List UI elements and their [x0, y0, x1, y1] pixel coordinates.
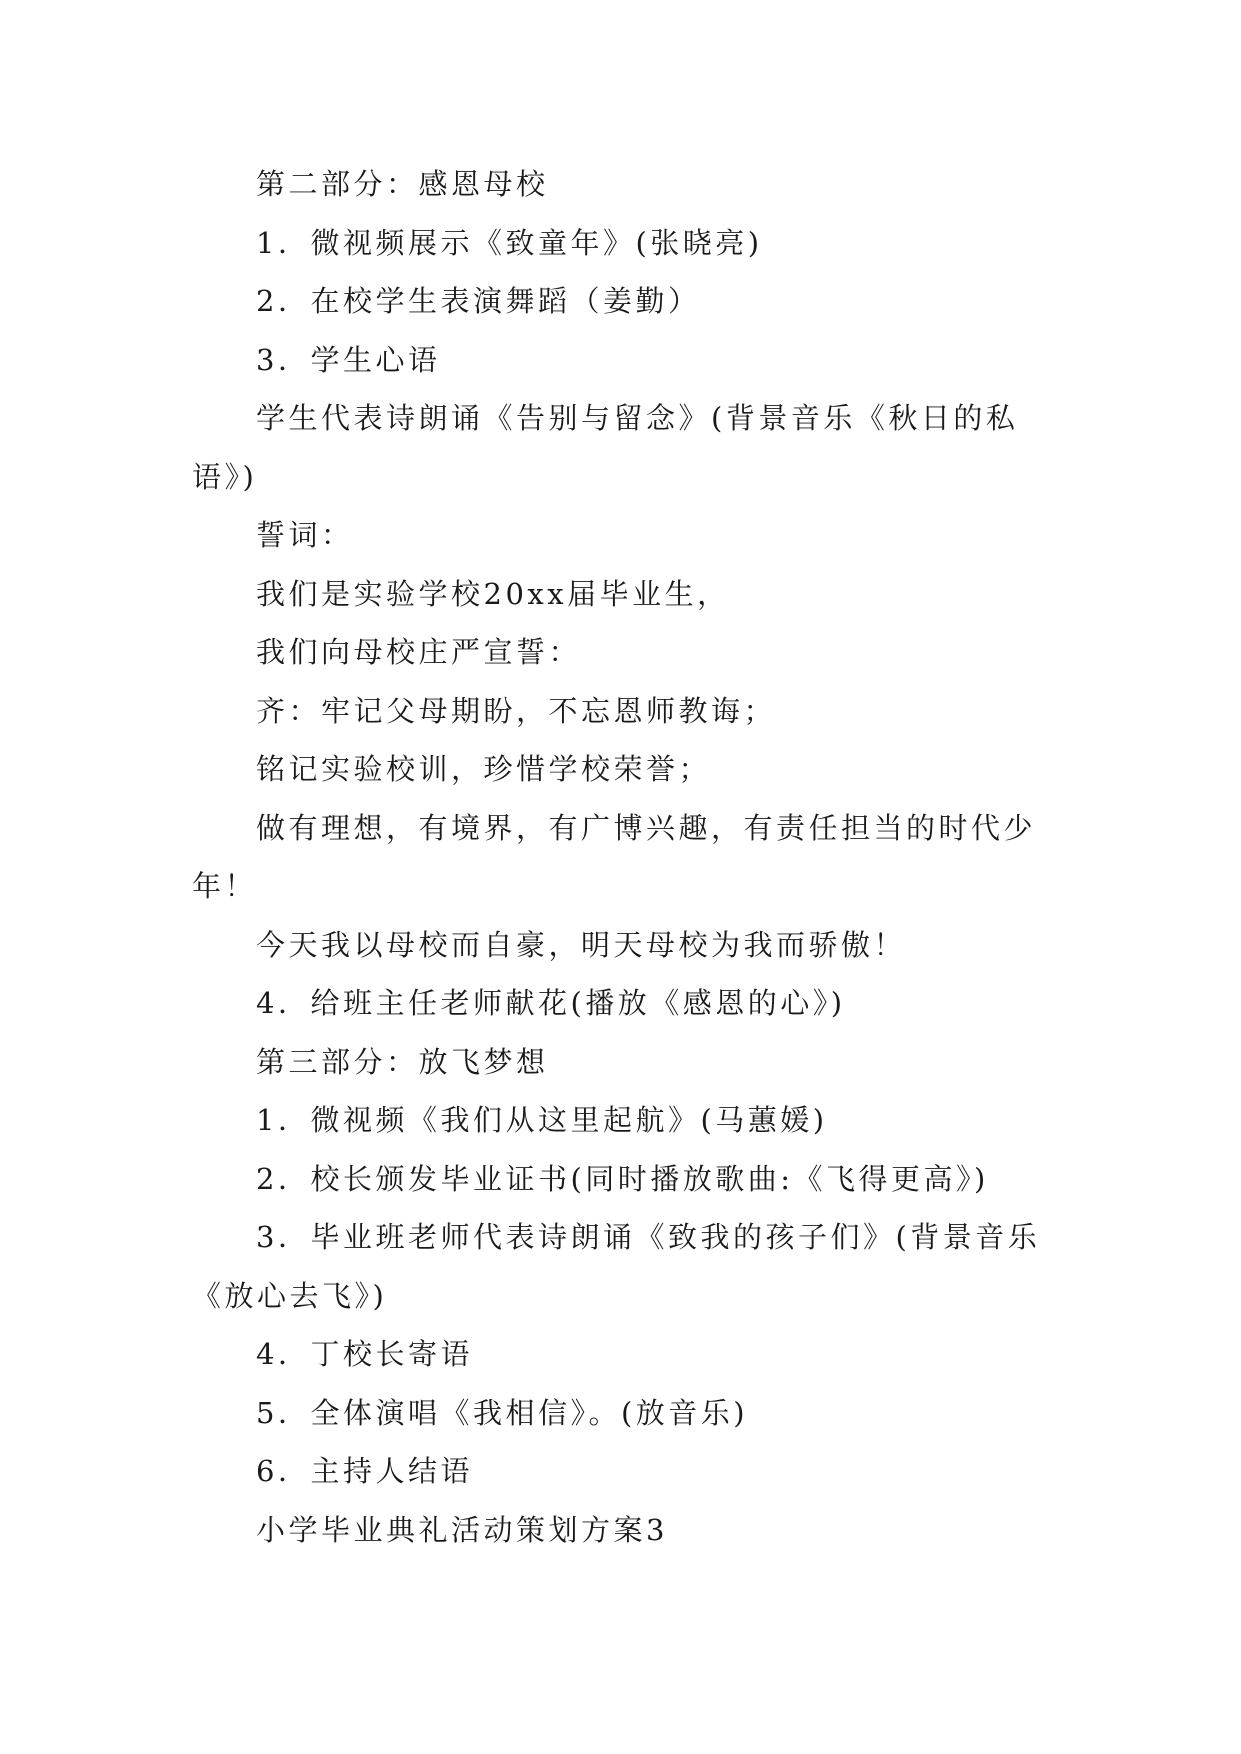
program-item: 《放心去飞》) — [192, 1278, 388, 1313]
program-item: 3．毕业班老师代表诗朗诵《致我的孩子们》(背景音乐 — [256, 1220, 1041, 1254]
section-heading-2: 第二部分：感恩母校 — [256, 167, 549, 201]
document-body — [192, 155, 1062, 1559]
oath-line: 我们向母校庄严宣誓： — [256, 635, 582, 669]
oath-line: 做有理想，有境界，有广博兴趣，有责任担当的时代少 — [256, 810, 1037, 845]
program-item: 2．在校学生表演舞蹈（姜勤） — [256, 284, 701, 318]
program-item: 6．主持人结语 — [256, 1454, 473, 1488]
section-heading-3: 第三部分：放飞梦想 — [256, 1044, 549, 1079]
oath-line: 今天我以母校而自豪，明天母校为我而骄傲！ — [256, 927, 907, 962]
oath-line: 铭记实验校训，珍惜学校荣誉； — [256, 752, 712, 786]
oath-line: 年！ — [192, 869, 258, 903]
oath-line: 我们是实验学校20xx届毕业生， — [256, 576, 730, 611]
program-item: 5．全体演唱《我相信》。(放音乐) — [256, 1395, 749, 1430]
paragraph-line: 语》) — [192, 459, 258, 494]
program-item: 4．丁校长寄语 — [256, 1337, 473, 1371]
plan-title: 小学毕业典礼活动策划方案3 — [256, 1512, 668, 1547]
program-item: 1．微视频《我们从这里起航》(马蕙媛) — [256, 1103, 828, 1137]
paragraph-line: 学生代表诗朗诵《告别与留念》(背景音乐《秋日的私 — [256, 401, 1019, 435]
oath-line: 齐：牢记父母期盼，不忘恩师教诲； — [256, 693, 777, 728]
program-item: 3．学生心语 — [256, 342, 441, 377]
oath-heading: 誓词： — [256, 518, 354, 552]
program-item: 4．给班主任老师献花(播放《感恩的心》) — [256, 986, 846, 1020]
program-item: 1．微视频展示《致童年》(张晓亮) — [256, 225, 763, 260]
program-item: 2．校长颁发毕业证书(同时播放歌曲:《飞得更高》) — [256, 1161, 989, 1196]
